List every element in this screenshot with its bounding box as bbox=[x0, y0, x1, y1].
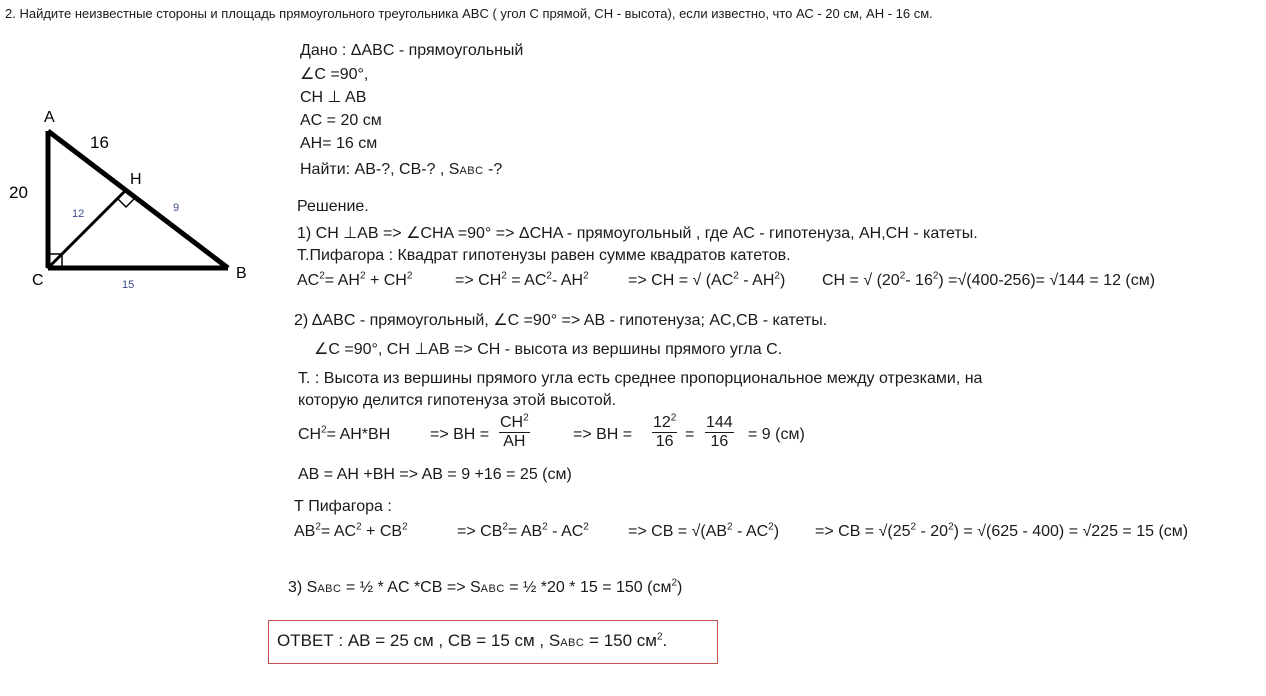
given-line-5: AH= 16 см bbox=[300, 135, 378, 152]
step2-formula-1: $CH^2= AH*BH$ bbox=[298, 424, 391, 443]
triangle-figure bbox=[0, 0, 270, 300]
altitude-ch bbox=[48, 190, 126, 268]
step1-formula-1: $AC^2= AH^2 + CH^2$ bbox=[297, 270, 413, 289]
answer-line: ОТВЕТ : AB = 25 см , CB = 15 см , SABC = 150 $см^2$. bbox=[277, 631, 668, 650]
length-ac: 20 bbox=[9, 183, 28, 202]
given-line-2: ∠C =90°, bbox=[300, 66, 369, 83]
pythagoras-formula-4: => CB = $√(25^2 - 20^2) = √(625 - 400) = √225 = 15$ (см) bbox=[815, 521, 1189, 540]
pythagoras-formula-3: => CB = $√(AB^2 - AC^2)$ bbox=[628, 521, 780, 540]
fraction-144-16: $\frac{144}{16}$ bbox=[706, 414, 733, 450]
length-ah: 16 bbox=[90, 133, 109, 152]
right-angle-h bbox=[117, 198, 135, 207]
step2-line-3: Т. : Высота из вершины прямого угла есть среднее пропорциональное между отрезками, на bbox=[298, 370, 983, 387]
step2-line-4: которую делится гипотенуза этой высотой. bbox=[298, 392, 617, 409]
label-h: H bbox=[130, 171, 142, 188]
given-line-4: AC = 20 см bbox=[300, 112, 382, 129]
step1-formula-3: => CH = √ $(AC^2 - AH^2)$ bbox=[628, 270, 786, 289]
fraction-12sq-16: $\frac{12^2}{16}$ bbox=[653, 412, 677, 450]
step2-line-5: AB = AH +BH => AB = 9 +16 = 25 (см) bbox=[298, 466, 572, 483]
fraction-ch2-ah: $\frac{CH^2}{AH}$ bbox=[500, 412, 529, 450]
solution-title: Решение. bbox=[297, 198, 369, 215]
given-line-3: CH ⊥ AB bbox=[300, 89, 367, 106]
step1-formula-2: => $CH^2 = AC^2-$ $AH^2$ bbox=[455, 270, 589, 289]
step2-formula-3: => BH = bbox=[573, 426, 633, 443]
step1-formula-4: CH = √ ($20^2-$ $16^2) =√(400-256)= √144 = 12$ (см) bbox=[822, 270, 1156, 289]
label-a: A bbox=[44, 109, 55, 126]
equals-sign: = bbox=[685, 426, 695, 443]
step2-line-6: Т Пифагора : bbox=[294, 498, 392, 515]
find-line: Найти: AB-?, CB-? , SABC -? bbox=[300, 161, 503, 178]
step2-line-1: 2) ΔABC - прямоугольный, ∠C =90° => AB - гипотенуза; AC,CB - катеты. bbox=[294, 312, 828, 329]
step1-line-1: 1) CH ⊥AB => ∠CHA =90° => ΔCHA - прямоугольный , где AC - гипотенуза, AH,CH - катеты. bbox=[297, 225, 978, 242]
given-line-1: Дано : ΔABC - прямоугольный bbox=[300, 42, 524, 59]
length-hb: 9 bbox=[173, 202, 180, 214]
side-ab bbox=[48, 131, 228, 268]
length-ch: 12 bbox=[72, 208, 85, 220]
label-b: B bbox=[236, 265, 247, 282]
label-c: C bbox=[32, 272, 44, 289]
step2-line-2: ∠C =90°, CH ⊥AB => CH - высота из вершины прямого угла С. bbox=[314, 341, 783, 358]
length-cb: 15 bbox=[122, 279, 135, 291]
step1-line-2: Т.Пифагора : Квадрат гипотенузы равен сумме квадратов катетов. bbox=[297, 247, 791, 264]
answer-box bbox=[268, 620, 718, 664]
step3-line: 3) SABC = ½ * AC *CB => SABC = ½ *20 * 15 = 150 $(см^2)$ bbox=[288, 577, 683, 596]
problem-statement: 2. Найдите неизвестные стороны и площадь прямоугольного треугольника ABC ( угол С прямой, СН - высота), если известно, что АС - 20 см, АН - 16 см. bbox=[5, 6, 933, 21]
step2-formula-2: => BH = bbox=[430, 426, 490, 443]
step2-formula-4: = 9 (см) bbox=[748, 426, 805, 443]
pythagoras-formula-1: $AB^2= AC^2 + CB^2$ bbox=[294, 521, 408, 540]
pythagoras-formula-2: => $CB^2= AB^2 - AC^2$ bbox=[457, 521, 589, 540]
